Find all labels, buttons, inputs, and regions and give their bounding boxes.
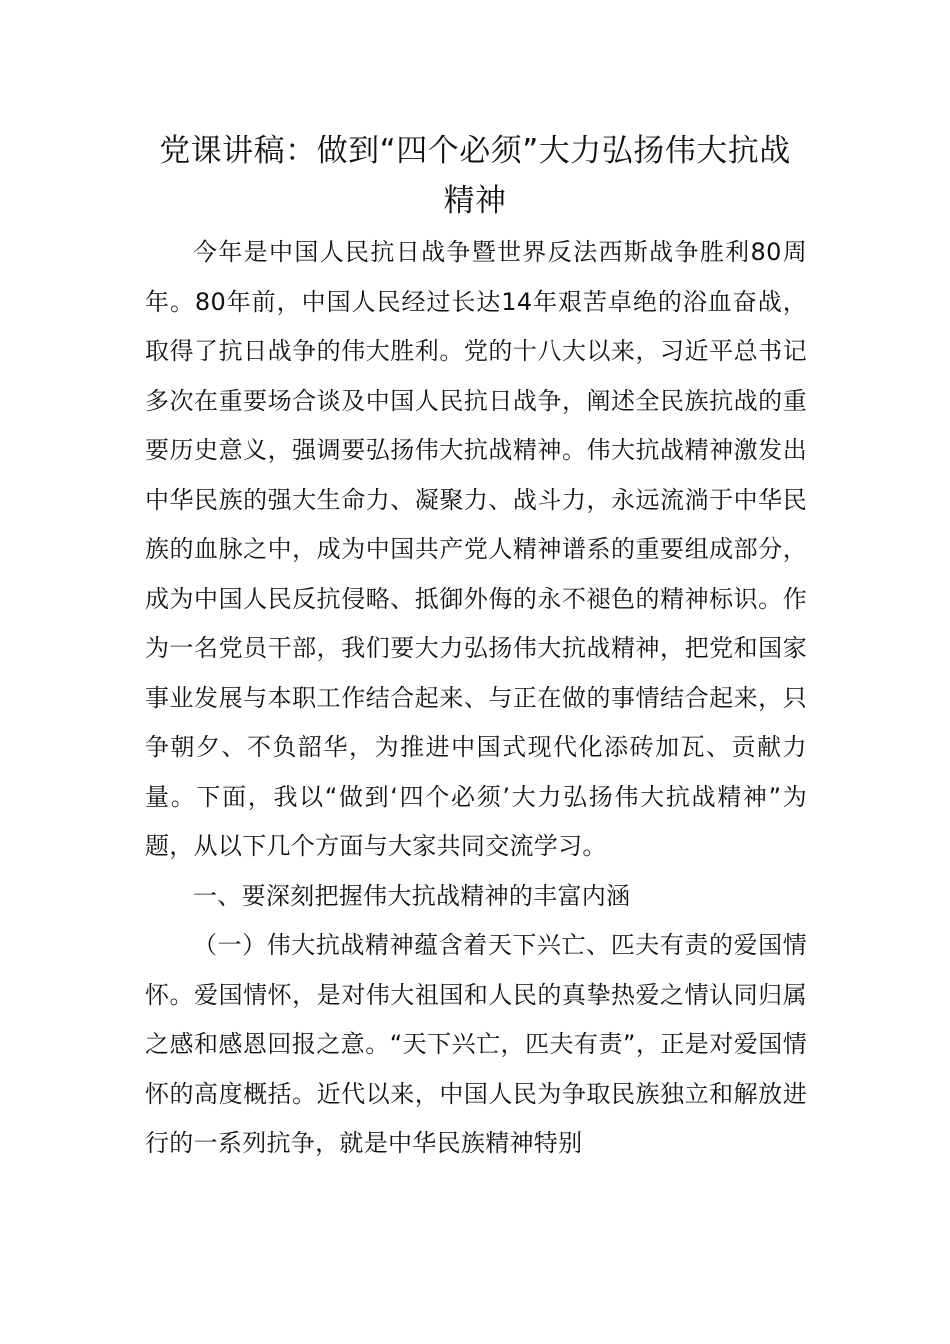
section-heading-1: 一、要深刻把握伟大抗战精神的丰富内涵 [193,881,631,910]
document-body [145,228,807,1169]
document-title: 党课讲稿：做到“四个必须”大力弘扬伟大抗战精神 [159,133,791,219]
paragraph-intro: 今年是中国人民抗日战争暨世界反法西斯战争胜利80周年。80年前，中国人民经过长达14年艰苦卓绝的浴血奋战，取得了抗日战争的伟大胜利。党的十八大以来，习近平总书记多次在重要场合谈及中国人民抗日战争，阐述全民族抗战的重要历史意义，强调要弘扬伟大抗战精神。伟大抗战精神激发出中华民族的强大生命力、凝聚力、战斗力，永远流淌于中华民族的血脉之中，成为中国共产党人精神谱系的重要组成部分，成为中国人民反抗侵略、抵御外侮的永不褪色的精神标识。作为一名党员干部，我们要大力弘扬伟大抗战精神，把党和国家事业发展与本职工作结合起来、与正在做的事情结合起来，只争朝夕、不负韶华，为推进中国式现代化添砖加瓦、贡献力量。下面，我以“做到‘四个必须’大力弘扬伟大抗战精神”为题，从以下几个方面与大家共同交流学习。 [145,238,807,860]
paragraph-subsection-1: （一）伟大抗战精神蕴含着天下兴亡、匹夫有责的爱国情怀。爱国情怀，是对伟大祖国和人民的真挚热爱之情认同归属之感和感恩回报之意。“天下兴亡，匹夫有责”，正是对爱国情怀的高度概括。近代以来，中国人民为争取民族独立和解放进行的一系列抗争，就是中华民族精神特别 [145,931,807,1157]
